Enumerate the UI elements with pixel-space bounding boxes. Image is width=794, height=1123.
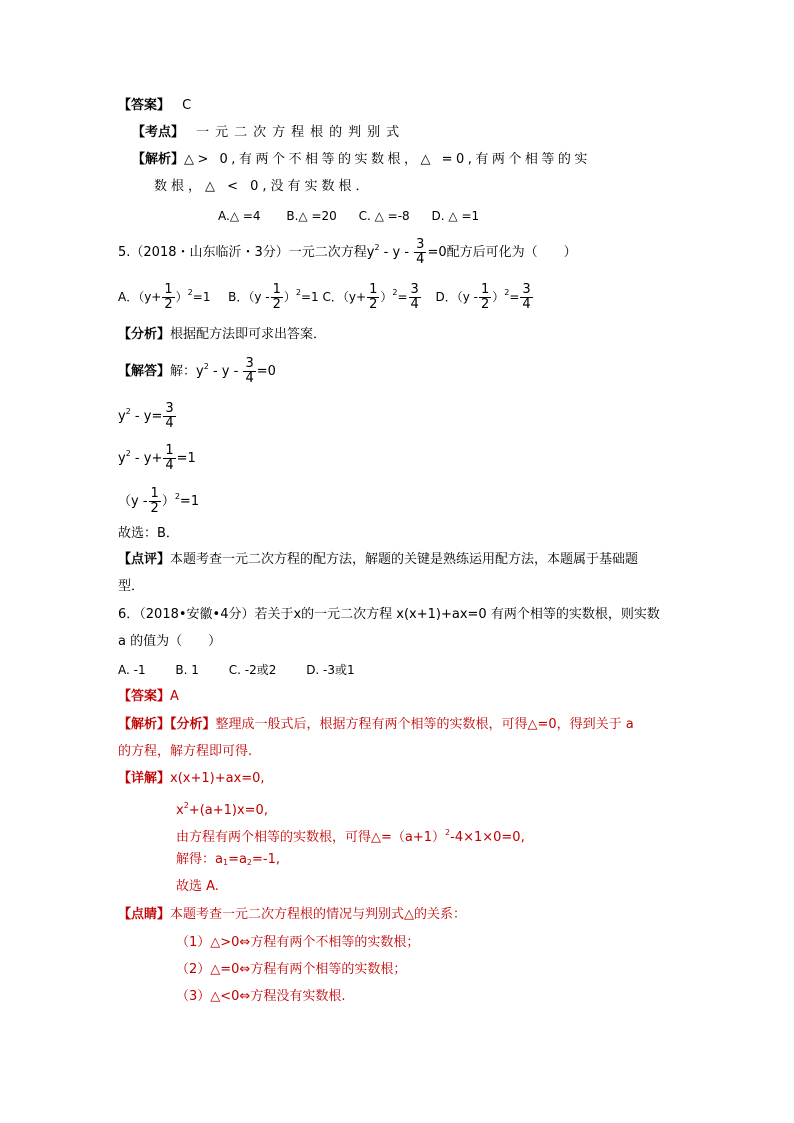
q6-xiangjie-3 xyxy=(176,824,525,847)
q6-jiexi-1 xyxy=(118,716,634,734)
q5-fenxi xyxy=(118,326,326,344)
fraction-1-2 xyxy=(367,283,379,312)
q6-stem-1: 6．（2018•安徽•4分）若关于x的一元二次方程 x(x+1)+ax=0 有两个相等的实数根，则实数 xyxy=(118,607,660,622)
var-y: y xyxy=(118,409,126,424)
jiexi-tag: 【解析】【分析】 xyxy=(118,717,216,732)
frac-den: 2 xyxy=(480,297,490,312)
xiangjie-line-1: x(x+1)+ax=0, xyxy=(170,771,265,786)
frac-num: 1 xyxy=(480,282,490,297)
step3-b: - y+ xyxy=(130,451,163,466)
q6-stem-2: a 的值为（ ） xyxy=(118,634,222,649)
q5-opt-d: D．（y - xyxy=(435,290,478,304)
option-b: B.△ =20 xyxy=(286,209,337,223)
subscript-1: 1 xyxy=(222,858,229,867)
q6-rule-1: （1）△>0⇔方程有两个不相等的实数根； xyxy=(176,935,420,950)
option-d: D. △ =1 xyxy=(431,209,480,223)
dianjing-text: 本题考查一元二次方程根的情况与判别式△的关系： xyxy=(170,907,467,922)
option-c: C. -2或2 xyxy=(228,663,277,677)
fraction-1-4 xyxy=(163,444,175,473)
q5-guxuan: 故选：B． xyxy=(118,526,179,541)
frac-num: 3 xyxy=(245,356,254,371)
equals-one: =1 xyxy=(301,290,319,304)
q5-dianping xyxy=(118,551,638,569)
frac-num: 1 xyxy=(165,443,174,458)
q4-jiexi-line1 xyxy=(132,151,591,169)
fenxi-text: 根据配方法即可求出答案． xyxy=(170,327,327,342)
answer-tag: 【答案】 xyxy=(118,689,171,704)
answer-tag: 【答案】 xyxy=(118,98,171,113)
superscript: 2 xyxy=(174,492,180,501)
close-paren: ） xyxy=(161,494,175,509)
q5-step4 xyxy=(118,487,199,516)
frac-den: 4 xyxy=(522,297,531,312)
jiexi-tag: 【解析】 xyxy=(132,152,185,167)
xiangjie-tag: 【详解】 xyxy=(118,771,171,786)
q5-options xyxy=(118,283,534,312)
fenxi-tag: 【分析】 xyxy=(118,327,171,342)
q6-xiangjie-1 xyxy=(118,770,265,788)
close-paren: ） xyxy=(283,290,296,304)
xj4-c: =-1, xyxy=(252,852,281,867)
q5-opt-a: A．（y+ xyxy=(118,290,162,304)
q6-xiangjie-4 xyxy=(176,851,280,872)
q6-dianjing xyxy=(118,906,466,924)
superscript: 2 xyxy=(295,288,301,297)
xj3-b: -4×1×0=0, xyxy=(450,830,525,845)
q5-dianping-2: 型． xyxy=(118,579,145,594)
q6-answer xyxy=(118,688,179,706)
equals-zero: =0 xyxy=(256,364,276,379)
superscript: 2 xyxy=(183,801,189,810)
frac-den: 4 xyxy=(245,371,254,386)
option-a: A. -1 xyxy=(118,663,146,677)
jiexi-text-1: 整理成一般式后，根据方程有两个相等的实数根，可得△=0，得到关于 a xyxy=(215,717,634,732)
close-paren: ） xyxy=(175,290,188,304)
q6-xiangjie-5: 故选 A. xyxy=(176,879,219,894)
xj2-b: +(a+1)x=0, xyxy=(188,803,268,818)
q6-options xyxy=(118,661,355,679)
equals: = xyxy=(397,290,408,304)
q5-jieda-step1 xyxy=(118,357,276,386)
q6-rule-3: （3）△<0⇔方程没有实数根. xyxy=(176,989,346,1004)
frac-den: 4 xyxy=(165,458,174,473)
q5-stem-b: - y - xyxy=(379,245,410,260)
superscript: 2 xyxy=(445,828,451,837)
q6-rule-2: （2）△=0⇔方程有两个相等的实数根； xyxy=(176,962,407,977)
frac-den: 2 xyxy=(369,297,378,312)
q5-opt-c: C．（y+ xyxy=(322,290,367,304)
fraction-3-4 xyxy=(243,357,255,386)
fraction-3-4 xyxy=(414,238,426,267)
frac-den: 2 xyxy=(272,297,281,312)
fraction-3-4 xyxy=(520,283,532,312)
q5-stem-c: =0配方后可化为（ ） xyxy=(427,245,577,260)
option-c: C. △ =-8 xyxy=(358,209,410,223)
kaodian-text: 一元二次方程根的判别式 xyxy=(196,125,406,140)
equals: = xyxy=(509,290,520,304)
superscript: 2 xyxy=(504,288,510,297)
option-a: A.△ =4 xyxy=(218,209,261,223)
step1-tail: - y - xyxy=(208,364,239,379)
dianjing-tag: 【点睛】 xyxy=(118,907,171,922)
q6-jiexi-2: 的方程，解方程即可得. xyxy=(118,744,253,759)
superscript: 2 xyxy=(392,288,398,297)
answer-value: C xyxy=(182,98,192,113)
frac-den: 4 xyxy=(410,297,419,312)
option-d: D. -3或1 xyxy=(306,663,355,677)
xj4-a: 解得：a xyxy=(176,852,223,867)
xj4-b: =a xyxy=(228,852,247,867)
superscript: 2 xyxy=(374,243,380,252)
answer-value: A xyxy=(170,689,179,704)
q5-opt-b: B．（y - xyxy=(228,290,270,304)
fraction-1-2 xyxy=(271,283,283,312)
q6-xiangjie-2 xyxy=(176,797,268,820)
equals-one: =1 xyxy=(176,451,196,466)
frac-den: 4 xyxy=(165,416,174,431)
q4-options xyxy=(218,207,479,225)
q5-step2 xyxy=(118,402,177,431)
superscript: 2 xyxy=(203,362,209,371)
superscript: 2 xyxy=(187,288,193,297)
frac-num: 1 xyxy=(272,282,281,297)
fraction-1-2 xyxy=(149,487,161,516)
superscript: 2 xyxy=(125,407,131,416)
q5-stem xyxy=(118,238,577,267)
q4-kaodian-line xyxy=(132,124,405,142)
jieda-lead: 解：y xyxy=(170,364,204,379)
jieda-tag: 【解答】 xyxy=(118,364,171,379)
q4-answer-line xyxy=(118,97,191,115)
frac-den: 2 xyxy=(164,297,173,312)
dianping-text: 本题考查一元二次方程的配方法，解题的关键是熟练运用配方法，本题属于基础题 xyxy=(170,552,639,567)
fraction-3-4 xyxy=(163,402,175,431)
frac-num: 3 xyxy=(416,237,425,252)
jiexi-text-1: △> 0,有两个不相等的实数根，△ =0,有两个相等的实 xyxy=(184,152,591,167)
fraction-1-2 xyxy=(162,283,174,312)
close-paren: ） xyxy=(380,290,393,304)
frac-num: 3 xyxy=(165,401,174,416)
xj3-a: 由方程有两个相等的实数根，可得△=（a+1） xyxy=(176,830,446,845)
frac-num: 1 xyxy=(150,486,159,501)
kaodian-tag: 【考点】 xyxy=(132,125,185,140)
dianping-tag: 【点评】 xyxy=(118,552,171,567)
q5-stem-a: 5.（2018・山东临沂・3分）一元二次方程y xyxy=(118,245,375,260)
frac-num: 1 xyxy=(164,282,173,297)
step4-a: （y - xyxy=(118,494,148,509)
frac-num: 1 xyxy=(369,282,378,297)
close-paren: ） xyxy=(492,290,505,304)
q4-jiexi-line2: 数根，△ < 0,没有实数根． xyxy=(154,179,373,194)
frac-den: 2 xyxy=(150,501,159,516)
frac-den: 4 xyxy=(416,252,425,267)
equals-one: =1 xyxy=(192,290,211,304)
frac-num: 3 xyxy=(410,282,419,297)
equals-one: =1 xyxy=(179,494,200,509)
frac-num: 3 xyxy=(522,282,531,297)
option-b: B. 1 xyxy=(175,663,199,677)
var-x: x xyxy=(176,803,184,818)
step2-b: - y= xyxy=(130,409,163,424)
superscript: 2 xyxy=(125,449,131,458)
var-y: y xyxy=(118,451,126,466)
fraction-3-4 xyxy=(409,283,421,312)
q5-step3 xyxy=(118,444,196,473)
fraction-1-2 xyxy=(479,283,491,312)
subscript-2: 2 xyxy=(246,858,253,867)
